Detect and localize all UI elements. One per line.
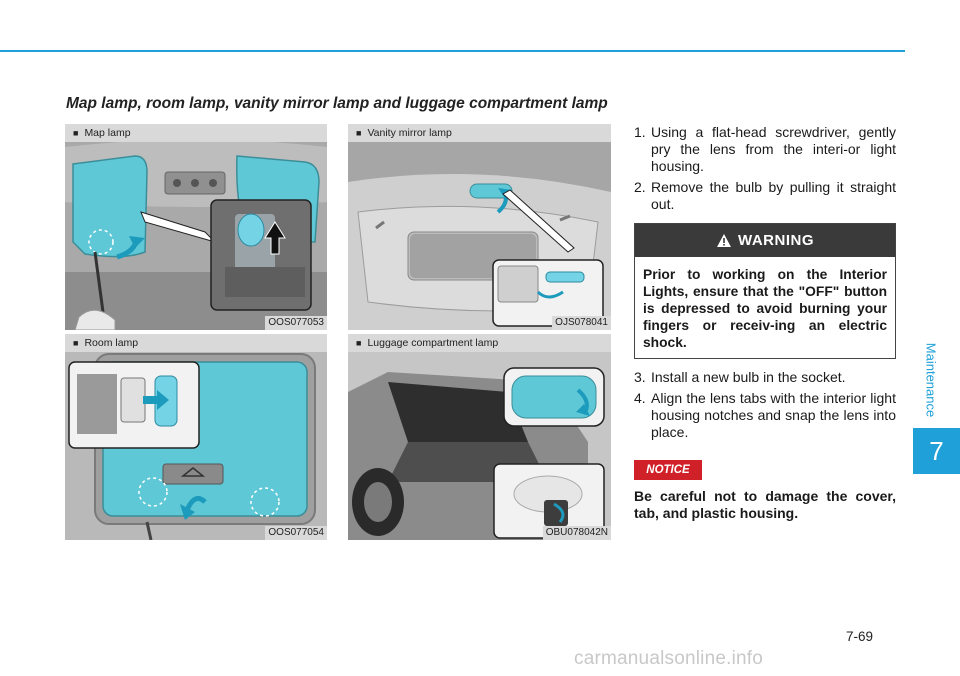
warning-text: Prior to working on the Interior Lights, ensure that the "OFF" button is depressed to avoid burning your fingers or receiv-ing an electric shock. — [643, 267, 887, 350]
figure-luggage-compartment-lamp — [348, 334, 611, 540]
notice-badge: NOTICE — [634, 460, 702, 480]
figure-map-lamp — [65, 124, 327, 330]
figure-caption: ■ Vanity mirror lamp — [348, 124, 611, 142]
warning-icon — [716, 233, 732, 248]
figure-caption: ■ Luggage compartment lamp — [348, 334, 611, 352]
figure-code: OOS077054 — [265, 526, 327, 540]
map-lamp-illustration — [65, 142, 327, 330]
vanity-mirror-lamp-illustration — [348, 142, 611, 330]
figure-caption: ■ Room lamp — [65, 334, 327, 352]
figure-vanity-mirror-lamp — [348, 124, 611, 330]
warning-heading: WARNING — [635, 224, 895, 257]
luggage-lamp-illustration — [348, 352, 611, 540]
figure-room-lamp — [65, 334, 327, 540]
figure-code: OJS078041 — [552, 316, 611, 330]
step-item: 2. Remove the bulb by pulling it straight out. — [634, 179, 896, 212]
notice-text: Be careful not to damage the cover, tab, and plastic housing. — [634, 488, 896, 521]
steps-list-a — [634, 124, 896, 217]
chapter-side-label: Maintenance — [923, 342, 939, 418]
chapter-tab[interactable]: 7 — [913, 428, 960, 474]
top-rule — [0, 50, 905, 52]
room-lamp-illustration — [65, 352, 327, 540]
step-item: 3. Install a new bulb in the socket. — [634, 369, 846, 385]
figure-caption: ■ Map lamp — [65, 124, 327, 142]
steps-list-b — [634, 369, 896, 445]
watermark[interactable]: carmanualsonline.info — [574, 648, 764, 669]
step-item: 4. Align the lens tabs with the interior light housing notches and snap the lens into place. — [634, 390, 896, 440]
warning-box — [634, 223, 896, 359]
step-item: 1. Using a flat-head screwdriver, gently pry the lens from the interi-or light housing. — [634, 124, 896, 174]
figure-code: OOS077053 — [265, 316, 327, 330]
section-title: Map lamp, room lamp, vanity mirror lamp and luggage compartment lamp — [66, 95, 608, 112]
figure-code: OBU078042N — [543, 526, 611, 540]
page-number: 7-69 — [846, 629, 874, 644]
